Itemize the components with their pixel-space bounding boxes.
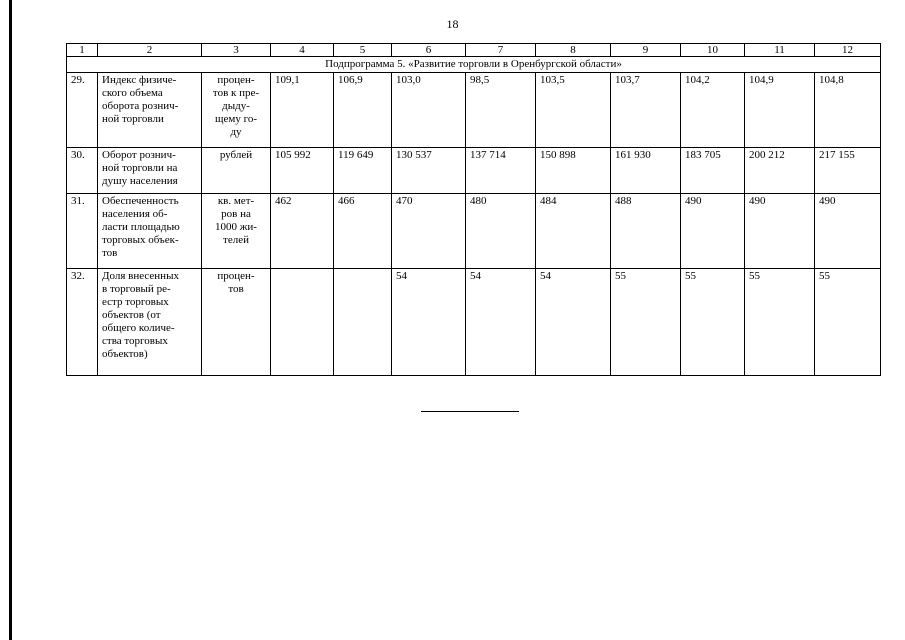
value-cell: 470 bbox=[392, 194, 466, 269]
column-header: 11 bbox=[745, 44, 815, 57]
value-cell: 480 bbox=[466, 194, 536, 269]
value-cell: 54 bbox=[466, 269, 536, 376]
row-number: 32. bbox=[67, 269, 98, 376]
indicators-table bbox=[66, 43, 881, 376]
value-cell: 104,9 bbox=[745, 73, 815, 148]
page-left-border bbox=[9, 0, 12, 640]
value-cell: 161 930 bbox=[611, 148, 681, 194]
column-header: 5 bbox=[334, 44, 392, 57]
column-header: 2 bbox=[98, 44, 202, 57]
table-row bbox=[67, 148, 881, 194]
page-number: 18 bbox=[446, 17, 459, 31]
value-cell: 130 537 bbox=[392, 148, 466, 194]
value-cell: 488 bbox=[611, 194, 681, 269]
value-cell: 119 649 bbox=[334, 148, 392, 194]
row-number: 29. bbox=[67, 73, 98, 148]
value-cell: 183 705 bbox=[681, 148, 745, 194]
value-cell: 137 714 bbox=[466, 148, 536, 194]
column-header: 6 bbox=[392, 44, 466, 57]
column-header: 9 bbox=[611, 44, 681, 57]
column-header: 8 bbox=[536, 44, 611, 57]
value-cell: 55 bbox=[611, 269, 681, 376]
value-cell: 55 bbox=[681, 269, 745, 376]
value-cell: 217 155 bbox=[815, 148, 881, 194]
table-row bbox=[67, 269, 881, 376]
unit-cell: кв. мет- ров на 1000 жи- телей bbox=[202, 194, 271, 269]
value-cell: 104,8 bbox=[815, 73, 881, 148]
indicator-name: Оборот рознич- ной торговли на душу населения bbox=[98, 148, 202, 194]
value-cell: 466 bbox=[334, 194, 392, 269]
unit-cell: процен- тов bbox=[202, 269, 271, 376]
column-header: 12 bbox=[815, 44, 881, 57]
subprogram-title: Подпрограмма 5. «Развитие торговли в Оренбургской области» bbox=[67, 57, 881, 73]
indicator-name: Обеспеченность населения об- ласти площадью торговых объек- тов bbox=[98, 194, 202, 269]
value-cell: 106,9 bbox=[334, 73, 392, 148]
column-header: 7 bbox=[466, 44, 536, 57]
value-cell: 462 bbox=[271, 194, 334, 269]
value-cell: 103,5 bbox=[536, 73, 611, 148]
value-cell: 490 bbox=[815, 194, 881, 269]
table-row bbox=[67, 73, 881, 148]
column-header: 3 bbox=[202, 44, 271, 57]
column-header: 4 bbox=[271, 44, 334, 57]
indicator-name: Индекс физиче- ского объема оборота рознич- ной торговли bbox=[98, 73, 202, 148]
value-cell: 490 bbox=[681, 194, 745, 269]
unit-cell: рублей bbox=[202, 148, 271, 194]
value-cell: 490 bbox=[745, 194, 815, 269]
value-cell: 55 bbox=[745, 269, 815, 376]
column-header: 10 bbox=[681, 44, 745, 57]
value-cell: 109,1 bbox=[271, 73, 334, 148]
value-cell bbox=[334, 269, 392, 376]
value-cell: 150 898 bbox=[536, 148, 611, 194]
closing-rule bbox=[421, 411, 519, 412]
row-number: 31. bbox=[67, 194, 98, 269]
row-number: 30. bbox=[67, 148, 98, 194]
value-cell: 54 bbox=[392, 269, 466, 376]
value-cell: 54 bbox=[536, 269, 611, 376]
header-row bbox=[67, 44, 881, 57]
value-cell: 55 bbox=[815, 269, 881, 376]
unit-cell: процен- тов к пре- дыду- щему го- ду bbox=[202, 73, 271, 148]
value-cell: 103,7 bbox=[611, 73, 681, 148]
value-cell: 105 992 bbox=[271, 148, 334, 194]
column-header: 1 bbox=[67, 44, 98, 57]
value-cell: 104,2 bbox=[681, 73, 745, 148]
indicator-name: Доля внесенных в торговый ре- естр торговых объектов (от общего количе- ства торговых объектов) bbox=[98, 269, 202, 376]
value-cell: 98,5 bbox=[466, 73, 536, 148]
value-cell: 103,0 bbox=[392, 73, 466, 148]
value-cell: 484 bbox=[536, 194, 611, 269]
table-row bbox=[67, 194, 881, 269]
subprogram-row bbox=[67, 57, 881, 73]
value-cell bbox=[271, 269, 334, 376]
value-cell: 200 212 bbox=[745, 148, 815, 194]
